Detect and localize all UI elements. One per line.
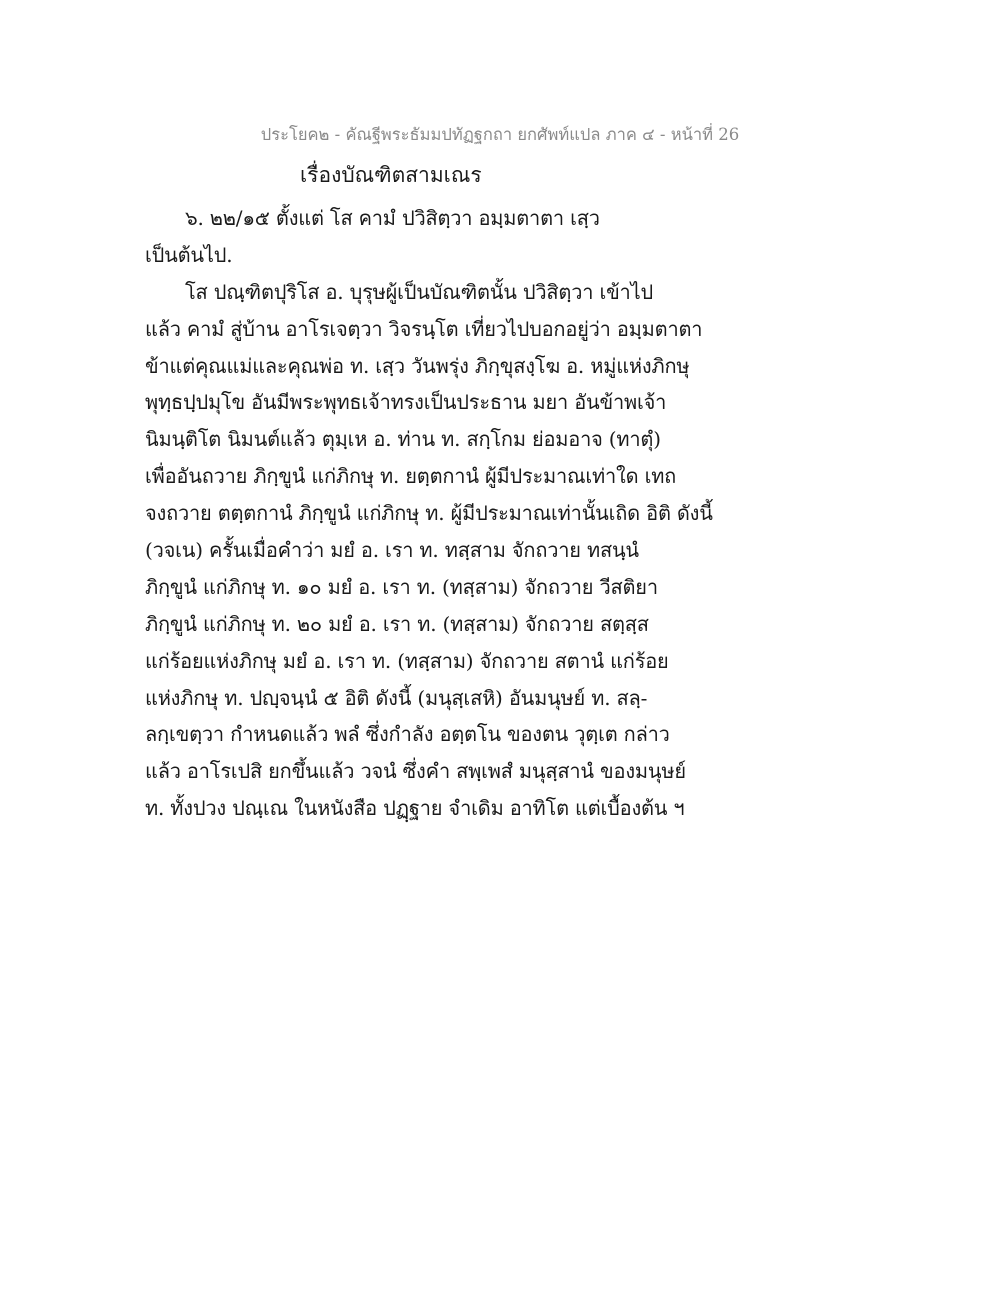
text-line: แก่ร้อยแห่งภิกษุ มยํ อ. เรา ท. (ทสฺสาม) จักถวาย สตานํ แก่ร้อย — [145, 648, 669, 673]
text-line: แห่งภิกษุ ท. ปญฺจนฺนํ ๕ อิติ ดังนี้ (มนุสฺเสหิ) อันมนุษย์ ท. สลฺ- — [145, 685, 648, 710]
text-line: แล้ว คามํ สู่บ้าน อาโรเจตฺวา วิจรนฺโต เที่ยวไปบอกอยู่ว่า อมฺมตาตา — [145, 316, 703, 341]
text-line: ภิกฺขูนํ แก่ภิกษุ ท. ๑๐ มยํ อ. เรา ท. (ทสฺสาม) จักถวาย วีสติยา — [145, 574, 658, 599]
text-line: ลกฺเขตฺวา กำหนดแล้ว พลํ ซึ่งกำลัง อตฺตโน ของตน วุตฺเต กล่าว — [145, 722, 670, 747]
text-line: ๖. ๒๒/๑๕ ตั้งแต่ โส คามํ ปวิสิตฺวา อมฺมตาตา เสฺว — [185, 206, 600, 230]
text-line: โส ปณฺฑิตปุริโส อ. บุรุษผู้เป็นบัณฑิตนั้น ปวิสิตฺวา เข้าไป — [185, 279, 653, 304]
text-line: จงถวาย ตตฺตกานํ ภิกฺขูนํ แก่ภิกษุ ท. ผู้มีประมาณเท่านั้นเถิด อิติ ดังนี้ — [145, 501, 713, 526]
text-line: เป็นต้นไป. — [145, 242, 233, 267]
text-line: เพื่ออันถวาย ภิกฺขูนํ แก่ภิกษุ ท. ยตฺตกานํ ผู้มีประมาณเท่าใด เทถ — [145, 464, 677, 489]
text-line: พุทฺธปฺปมุโข อันมีพระพุทธเจ้าทรงเป็นประธาน มยา อันข้าพเจ้า — [145, 390, 667, 415]
text-line: นิมนฺติโต นิมนต์แล้ว ตุมฺเห อ. ท่าน ท. สกฺโกม ย่อมอาจ (ทาตุํ) — [145, 427, 661, 452]
text-line: ข้าแต่คุณแม่และคุณพ่อ ท. เสฺว วันพรุ่ง ภิกฺขุสงฺโฆ อ. หมู่แห่งภิกษุ — [145, 353, 690, 378]
running-header: ประโยค๒ - คัณฐีพระธัมมปทัฏฐกถา ยกศัพท์แปล ภาค ๔ - หน้าที่ 26 — [260, 125, 740, 144]
text-line: (วจเน) ครั้นเมื่อคำว่า มยํ อ. เรา ท. ทสฺสาม จักถวาย ทสนฺนํ — [145, 538, 639, 563]
text-line: แล้ว อาโรเปสิ ยกขึ้นแล้ว วจนํ ซึ่งคำ สพฺเพสํ มนุสฺสานํ ของมนุษย์ — [145, 759, 686, 784]
text-line: ท. ทั้งปวง ปณฺเณ ในหนังสือ ปฏฺฐาย จำเดิม อาทิโต แต่เบื้องต้น ฯ — [145, 796, 685, 821]
body-text — [145, 200, 713, 827]
story-title: เรื่องบัณฑิตสามเณร — [300, 163, 482, 187]
text-line: ภิกฺขูนํ แก่ภิกษุ ท. ๒๐ มยํ อ. เรา ท. (ทสฺสาม) จักถวาย สตฺสฺส — [145, 611, 649, 636]
